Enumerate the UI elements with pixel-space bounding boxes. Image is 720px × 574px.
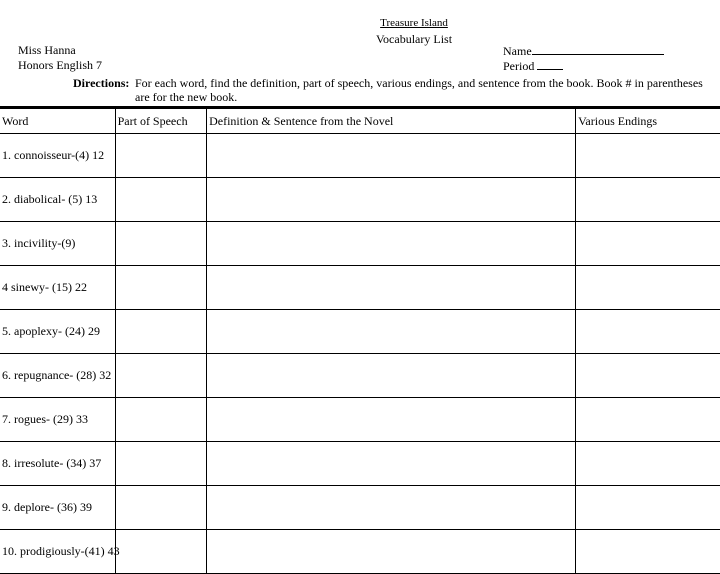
word-cell: 6. repugnance- (28) 32 xyxy=(0,354,115,398)
table-row xyxy=(0,266,720,310)
column-header-part-of-speech: Part of Speech xyxy=(115,108,206,134)
course-name: Honors English 7 xyxy=(18,58,102,72)
table-row xyxy=(0,442,720,486)
endings-cell[interactable] xyxy=(576,310,720,354)
part-of-speech-cell[interactable] xyxy=(115,178,206,222)
endings-cell[interactable] xyxy=(576,354,720,398)
name-label: Name xyxy=(503,44,532,58)
definition-cell[interactable] xyxy=(207,134,576,178)
word-cell: 1. connoisseur-(4) 12 xyxy=(0,134,115,178)
part-of-speech-cell[interactable] xyxy=(115,266,206,310)
table-row xyxy=(0,398,720,442)
definition-cell[interactable] xyxy=(207,266,576,310)
word-cell: 2. diabolical- (5) 13 xyxy=(0,178,115,222)
definition-cell[interactable] xyxy=(207,486,576,530)
period-label: Period xyxy=(503,59,535,73)
period-blank[interactable] xyxy=(537,58,563,70)
table-row xyxy=(0,134,720,178)
word-cell: 5. apoplexy- (24) 29 xyxy=(0,310,115,354)
table-header-row xyxy=(0,108,720,134)
document-subtitle: Vocabulary List xyxy=(375,32,453,46)
part-of-speech-cell[interactable] xyxy=(115,134,206,178)
definition-cell[interactable] xyxy=(207,354,576,398)
endings-cell[interactable] xyxy=(576,398,720,442)
definition-cell[interactable] xyxy=(207,222,576,266)
part-of-speech-cell[interactable] xyxy=(115,398,206,442)
column-header-definition: Definition & Sentence from the Novel xyxy=(207,108,576,134)
part-of-speech-cell[interactable] xyxy=(115,442,206,486)
definition-cell[interactable] xyxy=(207,310,576,354)
word-cell: 10. prodigiously-(41) 43 xyxy=(0,530,115,574)
student-name-field[interactable] xyxy=(503,43,664,58)
word-cell: 9. deplore- (36) 39 xyxy=(0,486,115,530)
period-field[interactable] xyxy=(503,58,563,73)
table-row xyxy=(0,530,720,574)
vocabulary-table xyxy=(0,106,720,574)
table-row xyxy=(0,222,720,266)
part-of-speech-cell[interactable] xyxy=(115,222,206,266)
table-row xyxy=(0,178,720,222)
word-cell: 4 sinewy- (15) 22 xyxy=(0,266,115,310)
word-cell: 8. irresolute- (34) 37 xyxy=(0,442,115,486)
column-header-various-endings: Various Endings xyxy=(576,108,720,134)
column-header-word: Word xyxy=(0,108,115,134)
definition-cell[interactable] xyxy=(207,398,576,442)
endings-cell[interactable] xyxy=(576,178,720,222)
endings-cell[interactable] xyxy=(576,530,720,574)
definition-cell[interactable] xyxy=(207,530,576,574)
table-row xyxy=(0,354,720,398)
directions-text: For each word, find the definition, part of speech, various endings, and sentence from the book. Book # in parentheses are for the new book. xyxy=(135,76,703,104)
part-of-speech-cell[interactable] xyxy=(115,354,206,398)
part-of-speech-cell[interactable] xyxy=(115,486,206,530)
definition-cell[interactable] xyxy=(207,442,576,486)
endings-cell[interactable] xyxy=(576,266,720,310)
endings-cell[interactable] xyxy=(576,134,720,178)
document-title: Treasure Island xyxy=(380,17,448,29)
word-cell: 3. incivility-(9) xyxy=(0,222,115,266)
definition-cell[interactable] xyxy=(207,178,576,222)
name-blank[interactable] xyxy=(532,43,664,55)
part-of-speech-cell[interactable] xyxy=(115,310,206,354)
endings-cell[interactable] xyxy=(576,442,720,486)
endings-cell[interactable] xyxy=(576,486,720,530)
table-row xyxy=(0,486,720,530)
part-of-speech-cell[interactable] xyxy=(115,530,206,574)
teacher-name: Miss Hanna xyxy=(18,43,76,57)
table-row xyxy=(0,310,720,354)
endings-cell[interactable] xyxy=(576,222,720,266)
word-cell: 7. rogues- (29) 33 xyxy=(0,398,115,442)
directions-label: Directions: xyxy=(73,76,130,90)
